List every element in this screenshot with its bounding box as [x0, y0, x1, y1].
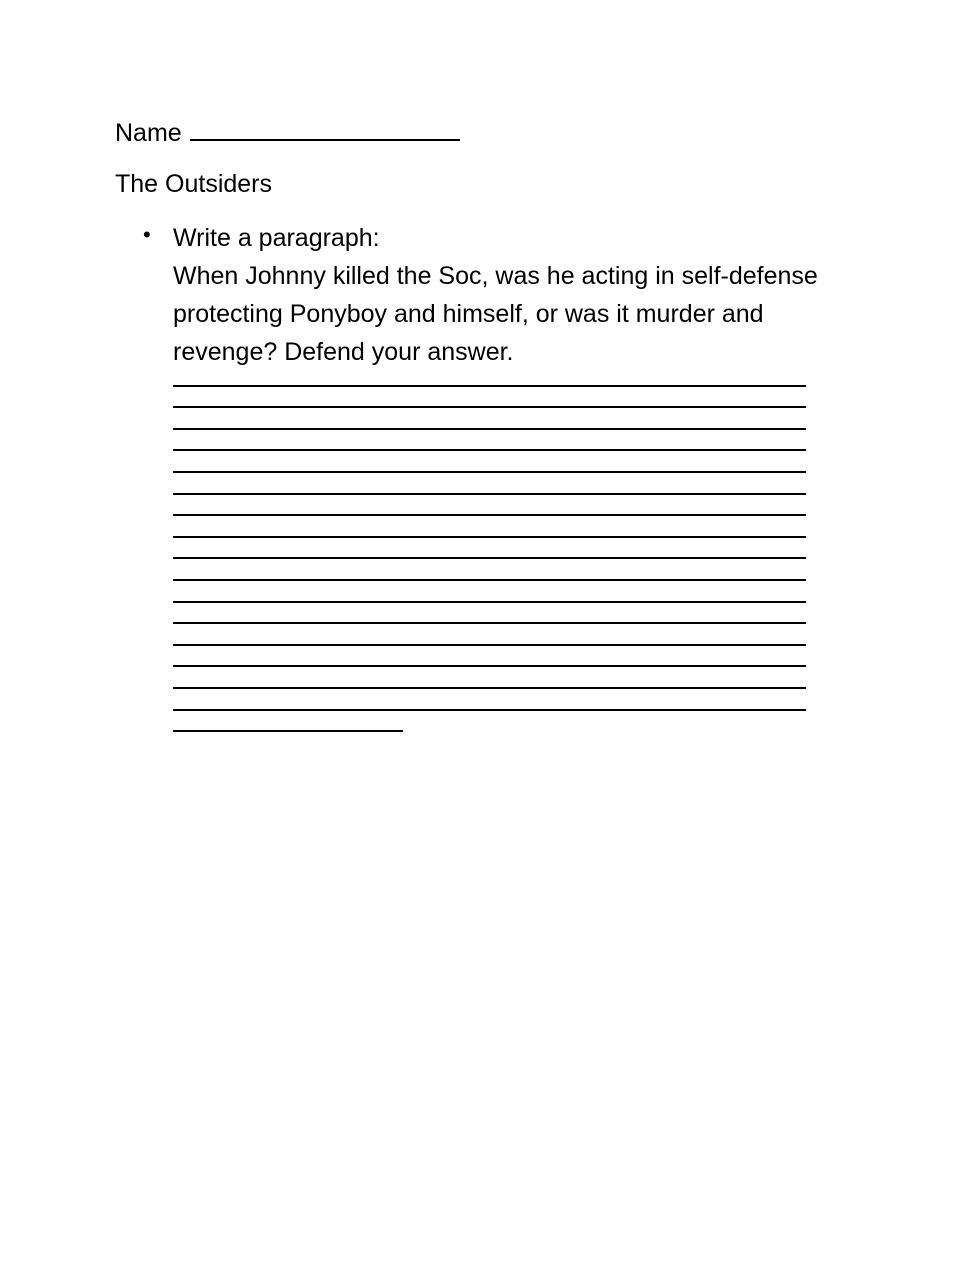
prompt-heading: Write a paragraph: [173, 224, 380, 252]
name-label: Name [115, 119, 182, 147]
writing-prompt [173, 219, 873, 371]
answer-line[interactable] [173, 516, 806, 538]
answer-line[interactable] [173, 387, 806, 409]
answer-line[interactable] [173, 365, 806, 387]
answer-line[interactable] [173, 559, 806, 581]
answer-line[interactable] [173, 646, 806, 668]
bullet-icon: • [143, 222, 151, 247]
question-line-3: revenge? Defend your answer. [173, 338, 514, 366]
answer-line[interactable] [173, 667, 806, 689]
answer-writing-area[interactable] [173, 365, 806, 732]
answer-line[interactable] [173, 495, 806, 517]
answer-line[interactable] [173, 538, 806, 560]
answer-line[interactable] [173, 624, 806, 646]
worksheet-title: The Outsiders [115, 170, 273, 198]
answer-line[interactable] [173, 430, 806, 452]
answer-line[interactable] [173, 473, 806, 495]
answer-line[interactable] [173, 408, 806, 430]
question-line-1: When Johnny killed the Soc, was he acting in self-defense [173, 262, 818, 290]
answer-line[interactable] [173, 689, 806, 711]
question-line-2: protecting Ponyboy and himself, or was it murder and [173, 300, 764, 328]
name-field-row [115, 117, 460, 149]
answer-line[interactable] [173, 451, 806, 473]
answer-line[interactable] [173, 581, 806, 603]
name-blank-line[interactable] [190, 117, 460, 141]
answer-line[interactable] [173, 603, 806, 625]
answer-line[interactable] [173, 711, 403, 733]
